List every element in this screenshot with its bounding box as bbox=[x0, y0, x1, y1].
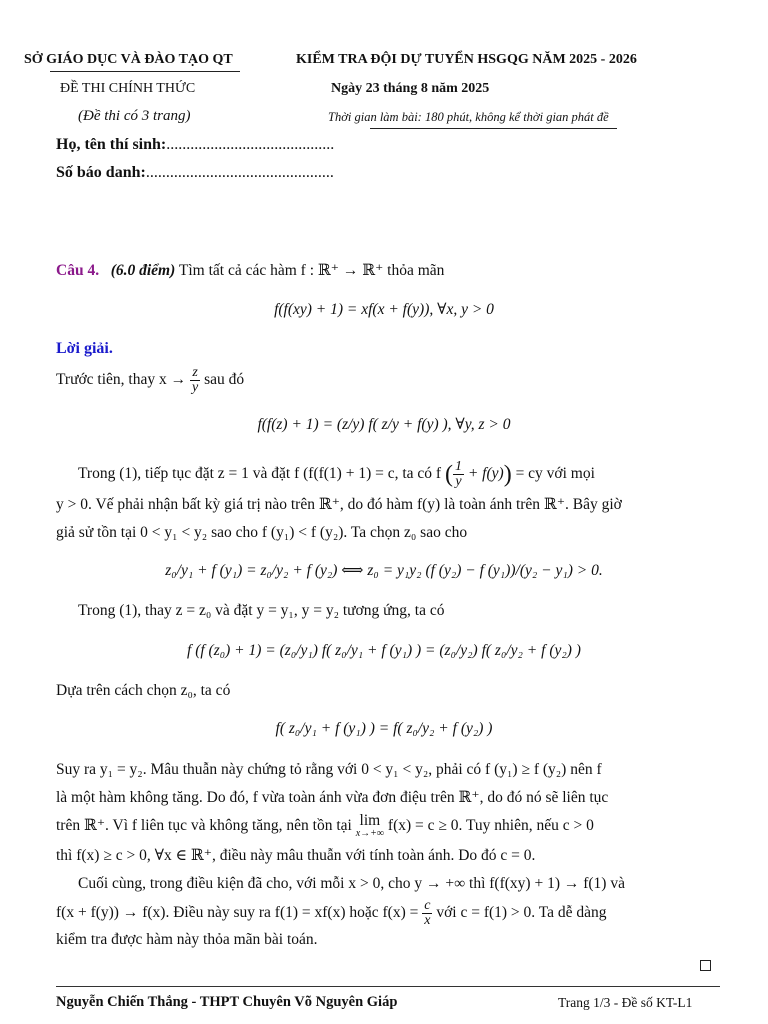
equation-1: f(f(z) + 1) = (z/y) f( z/y + f(y) ), ∀y, z > 0 bbox=[257, 416, 511, 433]
solution-line-1-tail: sau đó bbox=[204, 371, 245, 389]
time-note-underline bbox=[370, 128, 617, 129]
department-underline bbox=[50, 71, 240, 72]
p4-l3-b: f(x) = c ≥ 0. Tuy nhiên, nếu c > 0 bbox=[387, 817, 594, 834]
paragraph-4-line-2: là một hàm không tăng. Do đó, f vừa toàn ánh vừa đơn điệu trên ℝ⁺, do đó nó sẽ liên tục bbox=[56, 789, 609, 806]
paragraph-4-line-1: Suy ra y₁ = y₂. Mâu thuẫn này chứng tỏ rằng với 0 < y₁ < y₂, phải có f (y₁) ≥ f (y₂) nên f bbox=[56, 761, 602, 778]
department-name: SỞ GIÁO DỤC VÀ ĐÀO TẠO QT bbox=[24, 52, 233, 67]
paragraph-4-line-4: thì f(x) ≥ c > 0, ∀x ∈ ℝ⁺, điều này mâu thuẫn với tính toàn ánh. Do đó c = 0. bbox=[56, 847, 536, 864]
fraction-denominator: y bbox=[192, 380, 199, 395]
question-prompt: Tìm tất cả các hàm f : ℝ⁺ → ℝ⁺ thỏa mãn bbox=[178, 262, 445, 279]
candidate-name-label: Họ, tên thí sinh: bbox=[56, 136, 167, 153]
p1-l1-b: = cy với mọi bbox=[515, 465, 595, 483]
footer-divider bbox=[56, 986, 720, 987]
paragraph-5-line-3: kiểm tra được hàm này thỏa mãn bài toán. bbox=[56, 931, 318, 948]
equation-2: z₀/y₁ + f (y₁) = z₀/y₂ + f (y₂) ⟺ z₀ = y₁y₂ (f (y₂) − f (y₁))/(y₂ − y₁) > 0. bbox=[165, 562, 603, 579]
paragraph-5-line-1: Cuối cùng, trong điều kiện đã cho, với mỗi x > 0, cho y → +∞ thì f(f(xy) + 1) → f(1) và bbox=[78, 875, 625, 892]
paragraph-3: Dựa trên cách chọn z₀, ta có bbox=[56, 682, 231, 699]
question-points: (6.0 điểm) bbox=[110, 262, 176, 279]
equation-3: f (f (z₀) + 1) = (z₀/y₁) f( z₀/y₁ + f (y₁) ) = (z₀/y₂) f( z₀/y₂ + f (y₂) ) bbox=[187, 642, 581, 659]
time-note: Thời gian làm bài: 180 phút, không kể thời gian phát đề bbox=[328, 110, 609, 124]
paragraph-1-line-3: giả sử tồn tại 0 < y₁ < y₂ sao cho f (y₁) < f (y₂). Ta chọn z₀ sao cho bbox=[56, 524, 468, 541]
fraction-x: x bbox=[424, 913, 431, 928]
paragraph-4-line-3 bbox=[56, 813, 594, 839]
candidate-id-row bbox=[56, 164, 334, 182]
candidate-id-label: Số báo danh: bbox=[56, 164, 146, 181]
paragraph-5-line-2 bbox=[56, 899, 607, 928]
official-label: ĐỀ THI CHÍNH THỨC bbox=[60, 81, 196, 96]
solution-line-1-text: Trước tiên, thay x → bbox=[56, 371, 187, 389]
question-label: Câu 4. bbox=[56, 262, 100, 279]
solution-line-1 bbox=[56, 366, 244, 395]
question-equation: f(f(xy) + 1) = xf(x + f(y)), ∀x, y > 0 bbox=[274, 301, 494, 318]
fraction-numerator: z bbox=[190, 366, 200, 381]
p5-l2-b: với c = f(1) > 0. Ta dễ dàng bbox=[436, 904, 607, 922]
candidate-name-row bbox=[56, 136, 334, 154]
qed-square-icon bbox=[700, 960, 711, 971]
exam-title: KIỂM TRA ĐỘI DỰ TUYỂN HSGQG NĂM 2025 - 2026 bbox=[296, 52, 637, 67]
p1-l1-a: Trong (1), tiếp tục đặt z = 1 và đặt f (f(f(1) + 1) = c, ta có f bbox=[78, 465, 442, 483]
fraction-c: c bbox=[424, 898, 431, 913]
paragraph-1-line-1: Trong (1), tiếp tục đặt z = 1 và đặt f (f(f(1) + 1) = c, ta có f ( $\frac{1}{y}$ + f(y)) = cy với mọi bbox=[78, 459, 595, 489]
candidate-id-dots: ............................................... bbox=[145, 164, 334, 181]
candidate-name-dots: .......................................... bbox=[166, 136, 335, 153]
p4-l3-a: trên ℝ⁺. Vì f liên tục và không tăng, nên tồn tại bbox=[56, 817, 352, 834]
solution-heading: Lời giải. bbox=[56, 340, 113, 357]
footer-page: Trang 1/3 - Đề số KT-L1 bbox=[558, 995, 693, 1010]
paragraph-2: Trong (1), thay z = z₀ và đặt y = y₁, y = y₂ tương ứng, ta có bbox=[78, 602, 445, 619]
equation-4: f( z₀/y₁ + f (y₁) ) = f( z₀/y₂ + f (y₂) ) bbox=[275, 720, 493, 737]
paragraph-1-line-2: y > 0. Vế phải nhận bất kỳ giá trị nào trên ℝ⁺, do đó hàm f(y) là toàn ánh trên ℝ⁺. Bây giờ bbox=[56, 496, 622, 513]
limit-expression bbox=[356, 813, 384, 839]
p5-l2-a: f(x + f(y)) → f(x). Điều này suy ra f(1) = xf(x) hoặc f(x) = bbox=[56, 904, 419, 922]
question-line bbox=[56, 258, 444, 284]
limit-label: lim bbox=[359, 812, 381, 829]
footer-author: Nguyễn Chiến Thắng - THPT Chuyên Võ Nguyên Giáp bbox=[56, 994, 398, 1010]
pages-note: (Đề thi có 3 trang) bbox=[78, 108, 191, 124]
fraction-1-over-y: $\frac{1}{y}$ bbox=[454, 459, 462, 489]
exam-date: Ngày 23 tháng 8 năm 2025 bbox=[331, 81, 490, 96]
fraction-c-over-x bbox=[422, 899, 432, 928]
limit-subscript: x→+∞ bbox=[355, 828, 385, 839]
fraction-z-over-y bbox=[190, 366, 200, 395]
